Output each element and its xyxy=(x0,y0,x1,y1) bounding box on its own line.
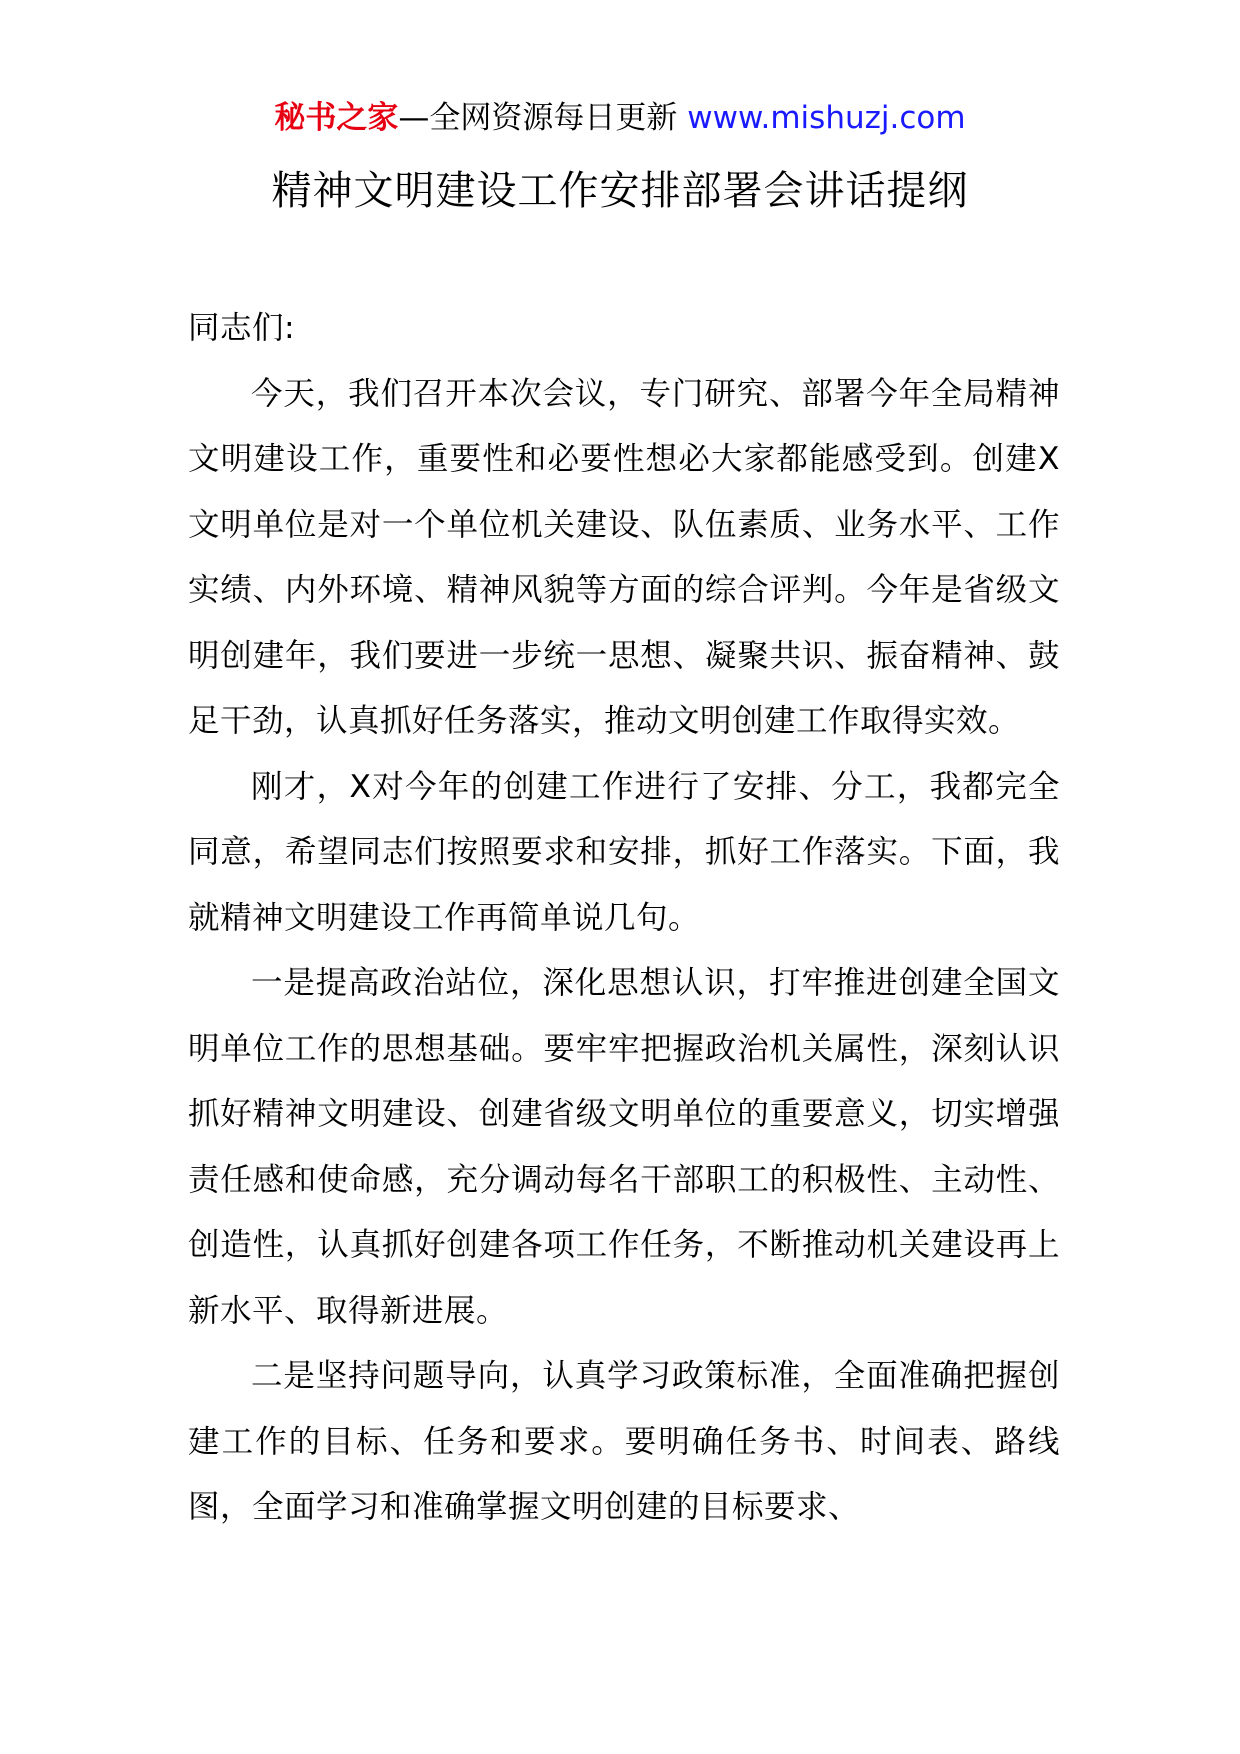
paragraph-point-two: 二是坚持问题导向，认真学习政策标准，全面准确把握创建工作的目标、任务和要求。要明确任务书、时间表、路线图，全面学习和准确掌握文明创建的目标要求、 xyxy=(188,1358,1060,1525)
paragraph-intro: 今天，我们召开本次会议，专门研究、部署今年全局精神文明建设工作，重要性和必要性想必大家都能感受到。创建X文明单位是对一个单位机关建设、队伍素质、业务水平、工作实绩、内外环境、精神风貌等方面的综合评判。今年是省级文明创建年，我们要进一步统一思想、凝聚共识、振奋精神、鼓足干劲，认真抓好任务落实，推动文明创建工作取得实效。 xyxy=(188,375,1060,739)
paragraph-transition: 刚才，X对今年的创建工作进行了安排、分工，我都完全同意，希望同志们按照要求和安排，抓好工作落实。下面，我就精神文明建设工作再简单说几句。 xyxy=(188,768,1060,936)
document-title: 精神文明建设工作安排部署会讲话提纲 xyxy=(271,168,969,214)
site-header xyxy=(0,98,1240,138)
site-url-link[interactable]: www.mishuzj.com xyxy=(687,100,966,136)
salutation: 同志们: xyxy=(188,310,296,346)
document-body xyxy=(188,296,1060,1541)
site-tagline: —全网资源每日更新 xyxy=(398,100,688,136)
paragraph-point-one: 一是提高政治站位，深化思想认识，打牢推进创建全国文明单位工作的思想基础。要牢牢把握政治机关属性，深刻认识抓好精神文明建设、创建省级文明单位的重要意义，切实增强责任感和使命感，充分调动每名干部职工的积极性、主动性、创造性，认真抓好创建各项工作任务，不断推动机关建设再上新水平、取得新进展。 xyxy=(188,965,1060,1329)
site-brand: 秘书之家 xyxy=(274,100,399,136)
